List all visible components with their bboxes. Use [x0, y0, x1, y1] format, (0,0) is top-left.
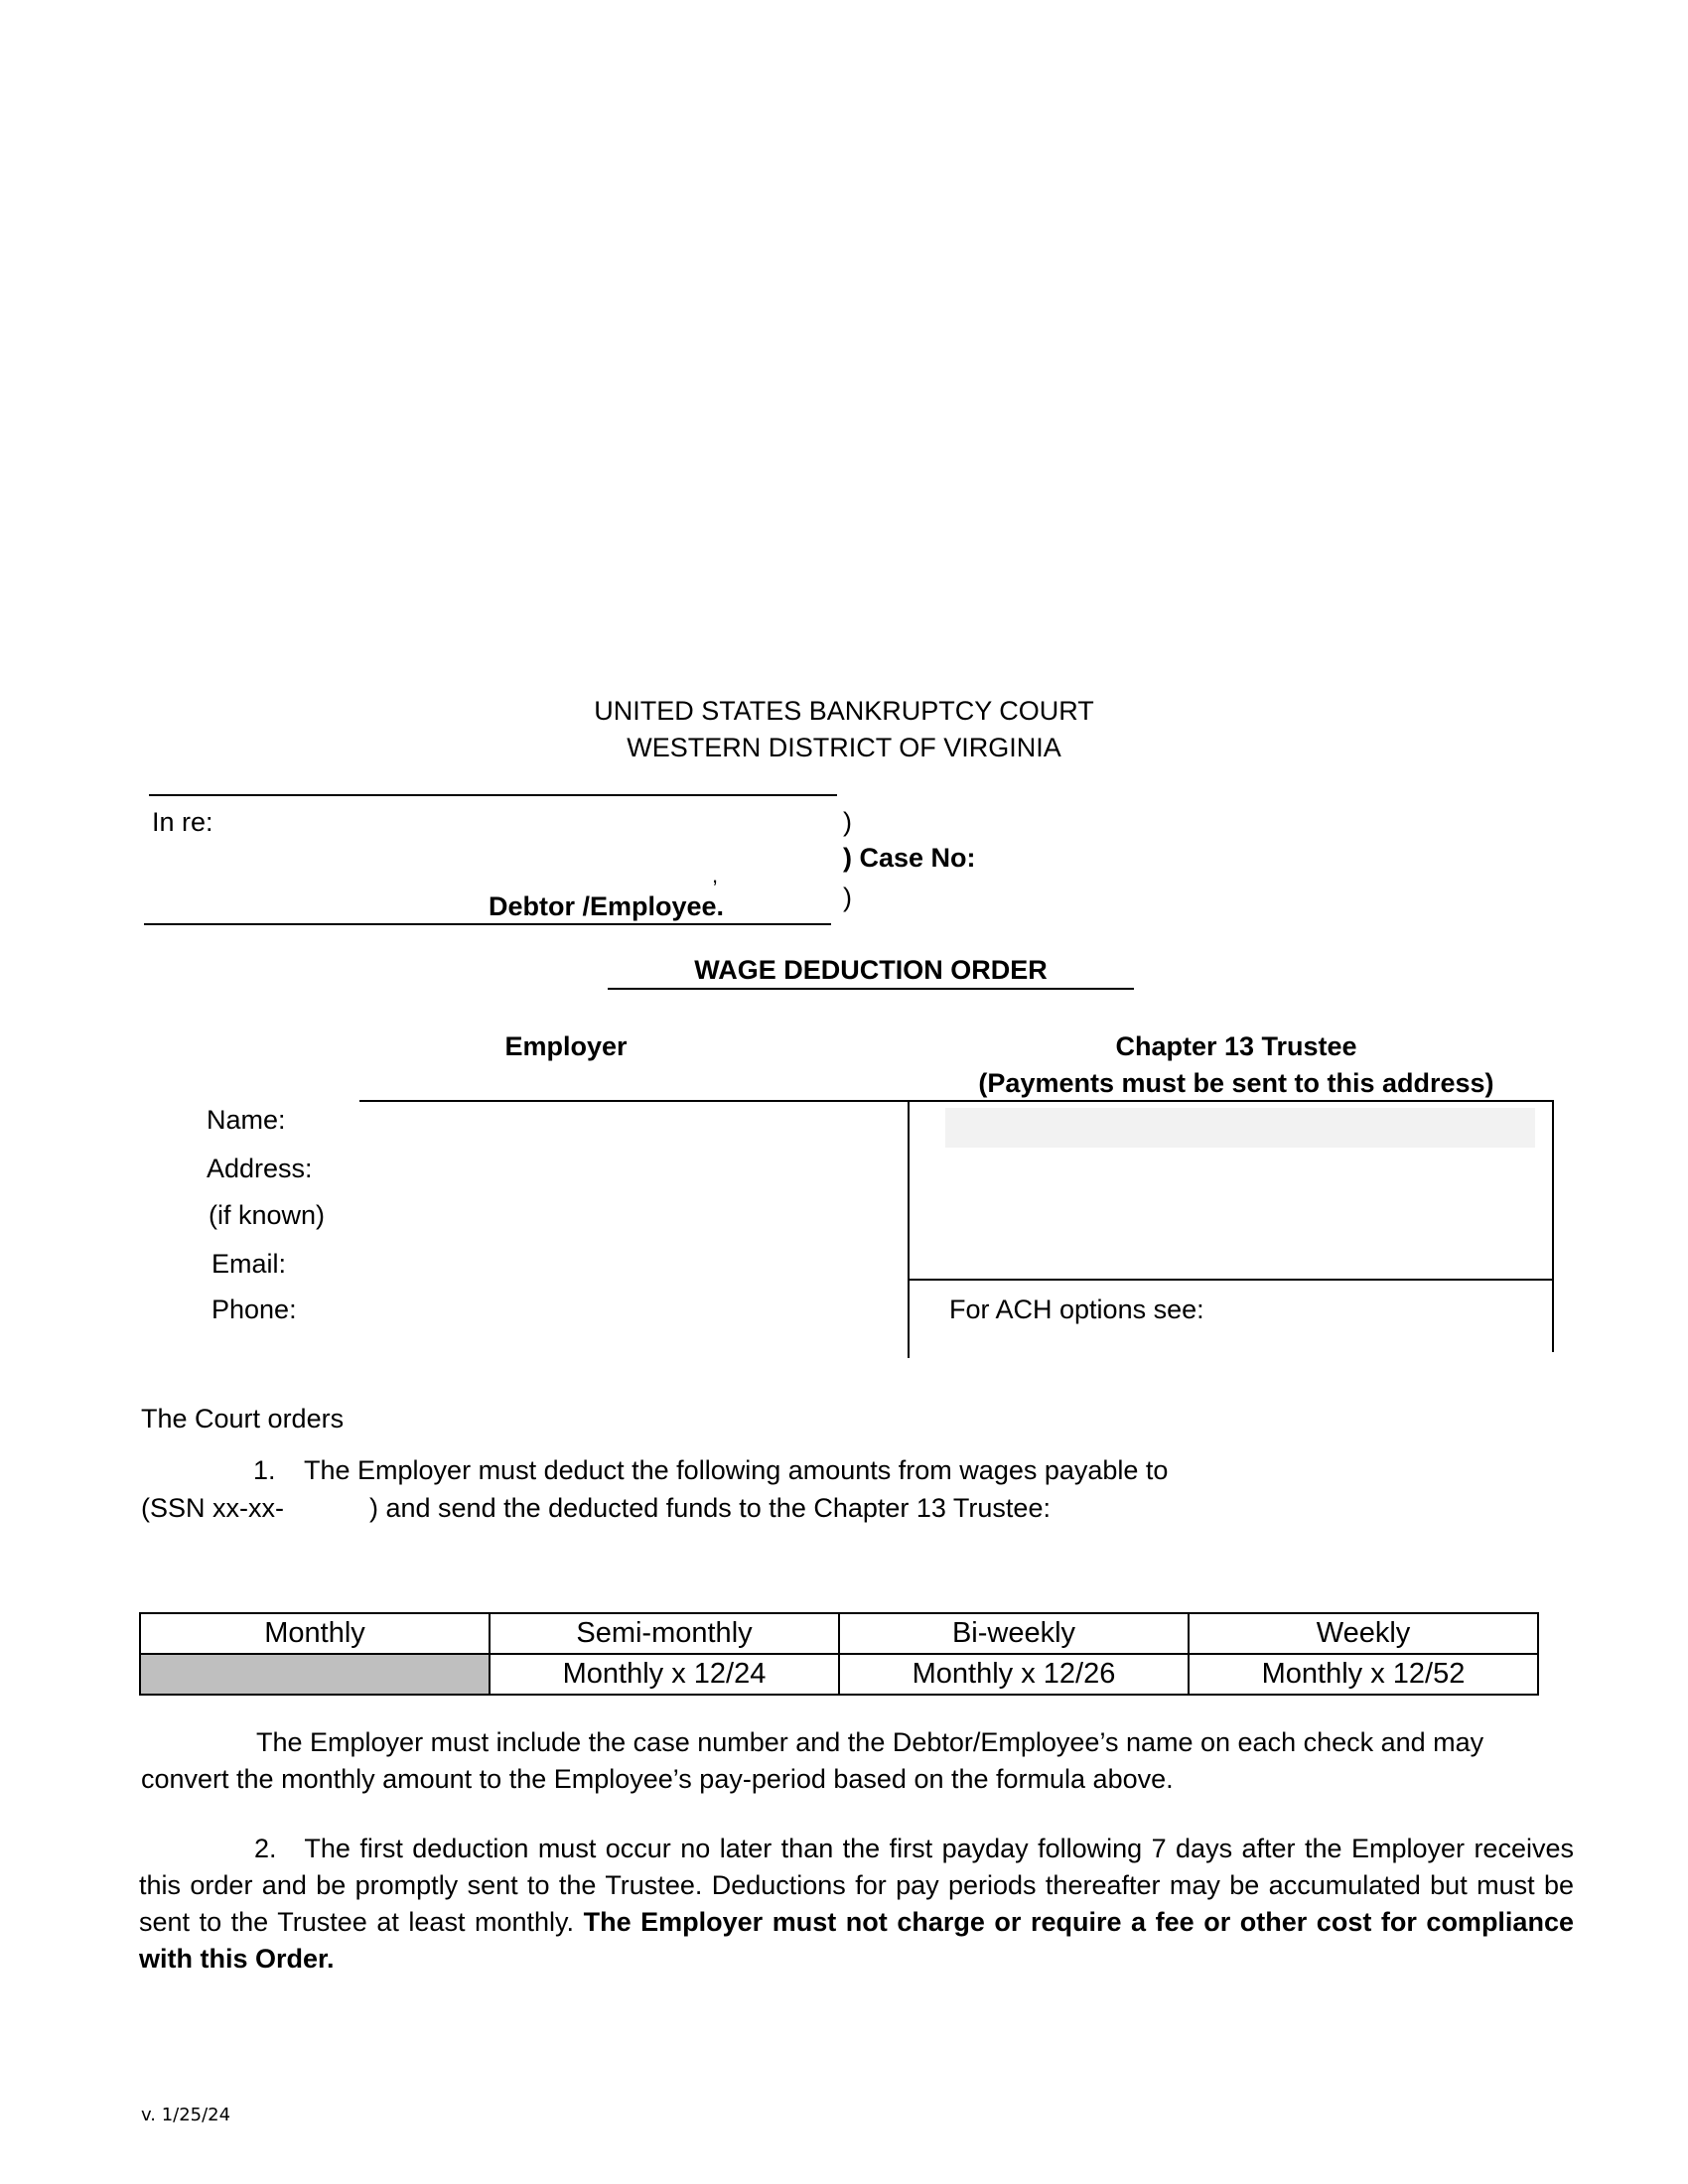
court-name: UNITED STATES BANKRUPTCY COURT	[594, 696, 1094, 726]
parties-divider	[908, 1100, 910, 1358]
order-title: WAGE DEDUCTION ORDER	[694, 955, 1048, 985]
trustee-box-bottom	[908, 1279, 1554, 1281]
order-title-underline	[608, 988, 1134, 990]
rates-header-cell: Weekly	[1189, 1613, 1538, 1654]
version-label: v. 1/25/24	[141, 2105, 231, 2125]
email-label: Email:	[211, 1249, 287, 1279]
ach-options-label: For ACH options see:	[949, 1295, 1204, 1324]
item-2-number: 2.	[254, 1834, 277, 1863]
include-case-number-paragraph: The Employer must include the case number and the Debtor/Employee’s name on each check and may convert the monthly amount to the Employee’s pay-period based on the formula above.	[141, 1727, 1484, 1794]
rates-value-cell: Monthly x 12/24	[490, 1654, 839, 1695]
rates-header-row	[140, 1613, 1538, 1654]
caption-comma: ,	[712, 863, 719, 887]
employer-heading: Employer	[504, 1031, 628, 1061]
parties-top-rule	[359, 1100, 1554, 1102]
court-orders-heading: The Court orders	[141, 1404, 345, 1433]
caption-paren-3: )	[843, 883, 852, 912]
rates-header-cell: Semi-monthly	[490, 1613, 839, 1654]
rates-table	[139, 1612, 1539, 1696]
item-1-line-2: ) and send the deducted funds to the Chapter 13 Trustee:	[369, 1493, 1051, 1523]
phone-label: Phone:	[211, 1295, 297, 1324]
item-2-bold-text: The Employer must not charge or require a fee or other cost for compliance with this Order.	[139, 1907, 1574, 1974]
item-1-number: 1.	[253, 1455, 276, 1485]
rates-header-cell: Monthly	[140, 1613, 490, 1654]
ssn-label: (SSN xx-xx-	[141, 1493, 284, 1523]
caption-bottom-rule	[144, 923, 831, 925]
rates-value-row	[140, 1654, 1538, 1695]
name-label: Name:	[207, 1105, 286, 1135]
if-known-label: (if known)	[209, 1200, 326, 1230]
rates-value-cell: Monthly x 12/52	[1189, 1654, 1538, 1695]
item-2-text: The first deduction must occur no later than the first payday following 7 days after the Employer receives this order and be promptly sent to the Trustee. Deductions for pay periods thereafter may be accumulated but must be sent to the Trustee at least monthly.	[139, 1834, 1574, 1937]
in-re-label: In re:	[152, 807, 213, 837]
trustee-subheading: (Payments must be sent to this address)	[978, 1068, 1494, 1098]
item-2-paragraph	[139, 1831, 1574, 1978]
rates-value-cell: Monthly x 12/26	[839, 1654, 1189, 1695]
rates-header-cell: Bi-weekly	[839, 1613, 1189, 1654]
caption-top-rule	[149, 794, 837, 796]
item-1-line-1: The Employer must deduct the following amounts from wages payable to	[304, 1455, 1169, 1485]
trustee-heading: Chapter 13 Trustee	[1115, 1031, 1357, 1061]
address-label: Address:	[207, 1154, 313, 1183]
case-no-label: ) Case No:	[843, 843, 976, 873]
district-name: WESTERN DISTRICT OF VIRGINIA	[627, 733, 1061, 762]
trustee-name-field[interactable]	[945, 1108, 1535, 1148]
trustee-box-right	[1552, 1100, 1554, 1352]
monthly-amount-field[interactable]	[140, 1654, 490, 1695]
caption-paren-1: )	[843, 807, 852, 837]
debtor-employee-label: Debtor /Employee.	[489, 891, 725, 921]
